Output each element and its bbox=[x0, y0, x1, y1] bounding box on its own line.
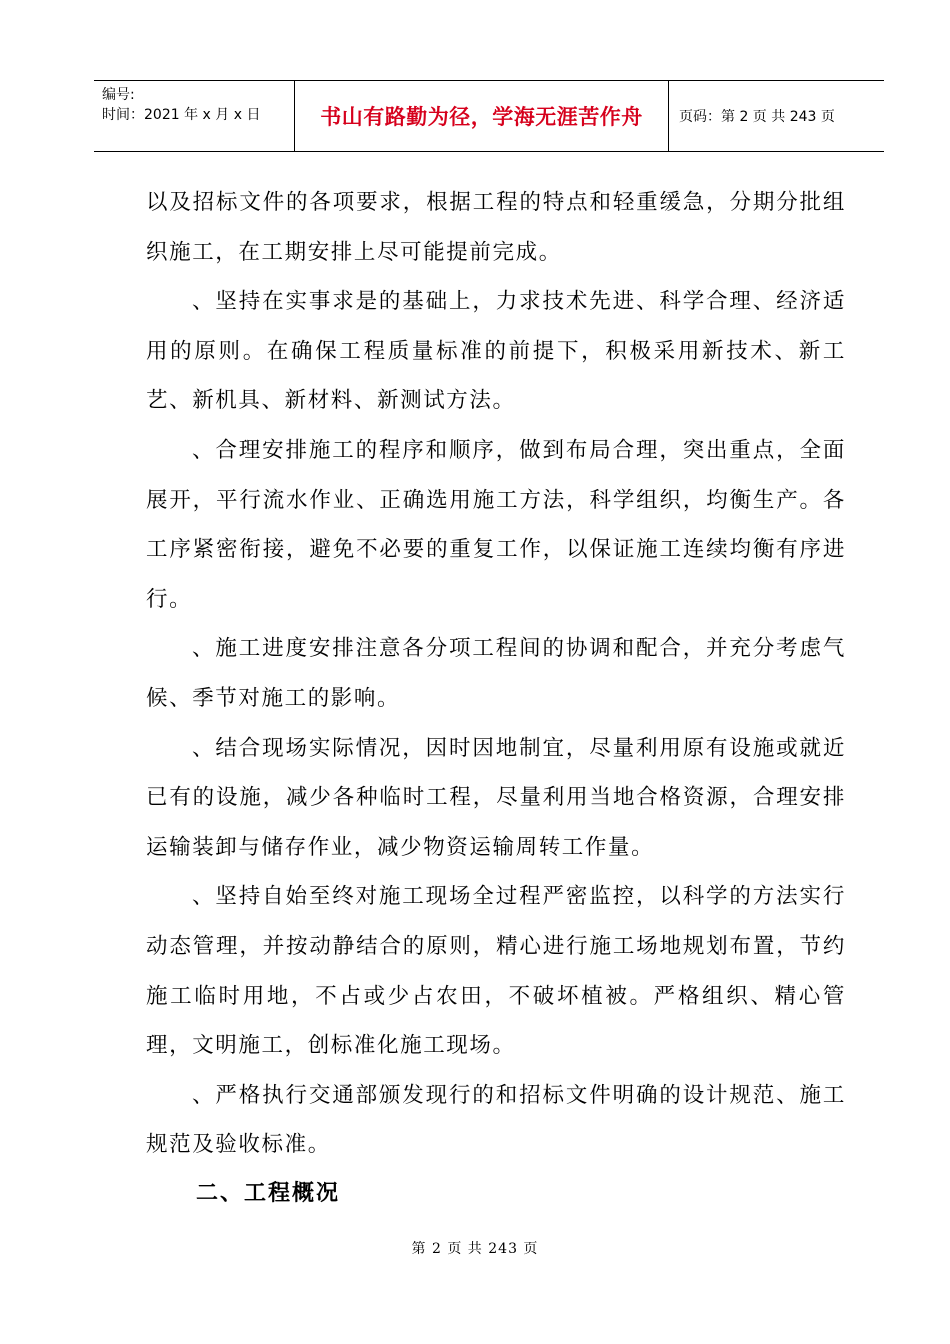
paragraph-5: 、结合现场实际情况，因时因地制宜，尽量利用原有设施或就近已有的设施，减少各种临时工程，尽量利用当地合格资源，合理安排运输装卸与储存作业，减少物资运输周转工作量。 bbox=[146, 735, 846, 860]
date-label: 时间：2021 年 x 月 x 日 bbox=[102, 107, 261, 123]
paragraph-4: 、施工进度安排注意各分项工程间的协调和配合，并充分考虑气候、季节对施工的影响。 bbox=[146, 636, 846, 711]
doc-number-label: 编号: bbox=[102, 87, 135, 103]
paragraph-3: 、合理安排施工的程序和顺序，做到布局合理，突出重点，全面展开，平行流水作业、正确选用施工方法，科学组织，均衡生产。各工序紧密衔接，避免不必要的重复工作，以保证施工连续均衡有序进行。 bbox=[146, 437, 846, 612]
page-header bbox=[94, 80, 884, 152]
paragraph-1: 以及招标文件的各项要求，根据工程的特点和轻重缓急，分期分批组织施工，在工期安排上尽可能提前完成。 bbox=[146, 190, 846, 265]
paragraph-7: 、严格执行交通部颁发现行的和招标文件明确的设计规范、施工规范及验收标准。 bbox=[146, 1082, 846, 1158]
paragraph-6: 、坚持自始至终对施工现场全过程严密监控，以科学的方法实行动态管理，并按动静结合的原则，精心进行施工场地规划布置，节约施工临时用地，不占或少占农田，不破坏植被。严格组织、精心管理，文明施工，创标准化施工现场。 bbox=[146, 884, 846, 1059]
section-heading: 二、工程概况 bbox=[196, 1180, 341, 1206]
page-footer: 第 2 页 共 243 页 bbox=[411, 1241, 539, 1257]
document-body bbox=[146, 178, 846, 1214]
header-meta-cell bbox=[94, 81, 295, 151]
paragraph-2: 、坚持在实事求是的基础上，力求技术先进、科学合理、经济适用的原则。在确保工程质量标准的前提下，积极采用新技术、新工艺、新机具、新材料、新测试方法。 bbox=[146, 289, 846, 414]
header-slogan: 书山有路勤为径，学海无涯苦作舟 bbox=[295, 81, 669, 151]
header-page-info: 页码：第 2 页 共 243 页 bbox=[679, 109, 835, 125]
